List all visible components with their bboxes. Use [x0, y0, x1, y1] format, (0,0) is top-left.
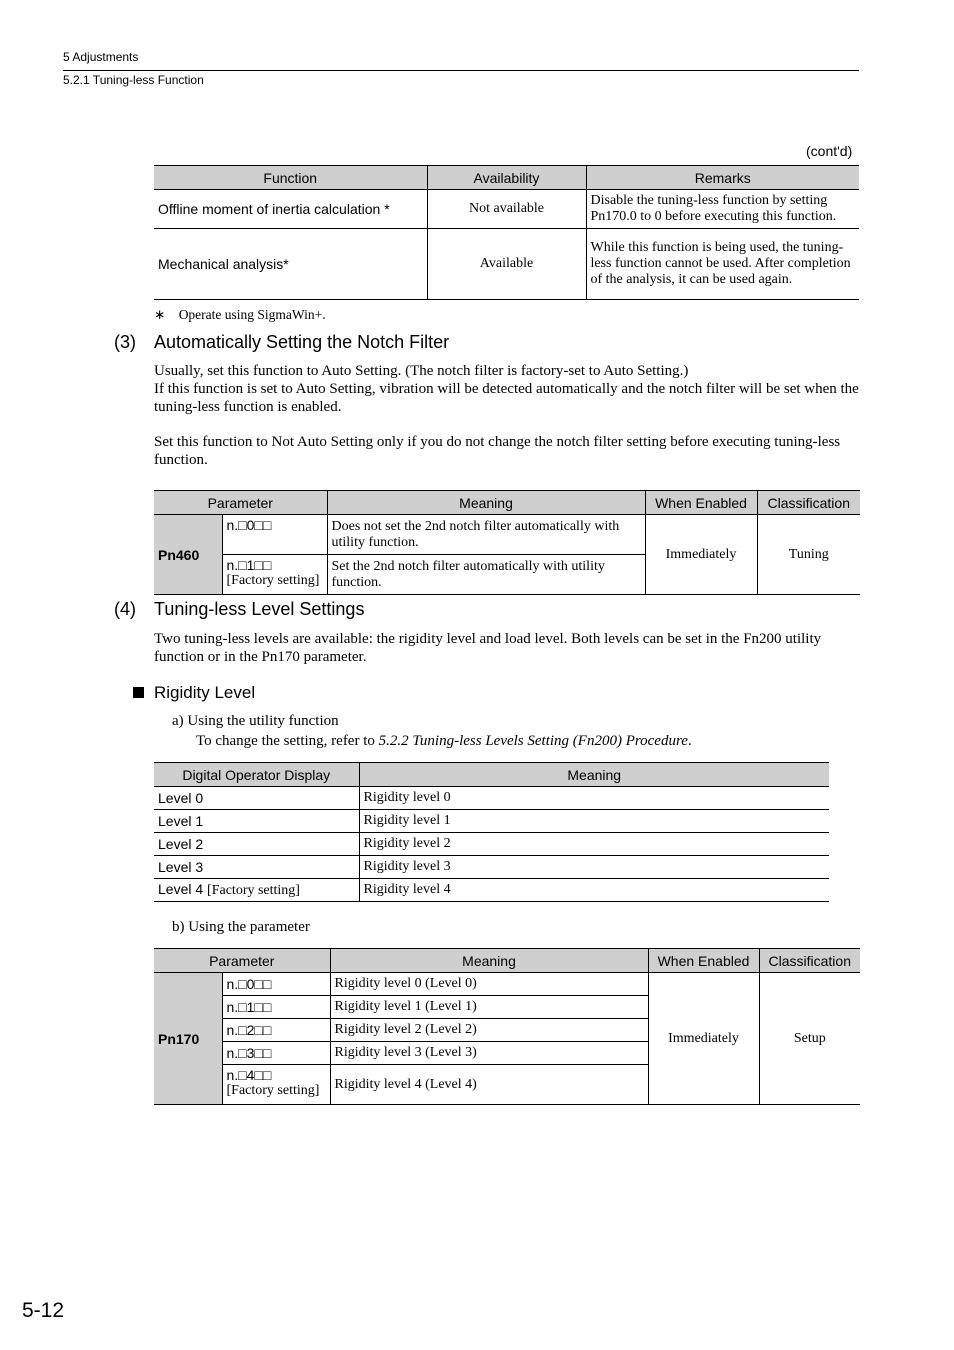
column-header: Function	[154, 166, 427, 190]
footnote-mark: ∗	[154, 307, 166, 322]
when-enabled-cell: Immediately	[645, 515, 757, 595]
meaning-cell: Set the 2nd notch filter automatically with utility function.	[327, 555, 645, 595]
availability-cell: Available	[427, 229, 586, 300]
factory-setting-note: [Factory setting]	[226, 1083, 320, 1098]
section-header: 5.2.1 Tuning-less Function	[63, 73, 204, 87]
function-cell: Mechanical analysis*	[154, 229, 427, 300]
setting-value: n.□3□□	[222, 1042, 330, 1065]
classification-cell: Setup	[759, 973, 860, 1105]
table-header-row	[154, 763, 829, 787]
classification-cell: Tuning	[757, 515, 860, 595]
column-header: Parameter	[154, 491, 327, 515]
display-value: Level 2	[158, 836, 204, 852]
setting-value: n.□0□□	[226, 517, 272, 533]
meaning-cell: Rigidity level 1 (Level 1)	[330, 996, 648, 1019]
section-number: (4)	[114, 599, 136, 619]
display-cell	[154, 833, 359, 856]
setting-cell	[222, 515, 327, 555]
column-header: Classification	[759, 949, 860, 973]
section-title: Tuning-less Level Settings	[154, 599, 365, 619]
column-header: When Enabled	[645, 491, 757, 515]
column-header: When Enabled	[648, 949, 759, 973]
page-number: 5-12	[22, 1299, 65, 1322]
table-header-row	[154, 166, 859, 190]
table-row	[154, 810, 829, 833]
remarks-cell: Disable the tuning-less function by setting Pn170.0 to 0 before executing this function.	[586, 190, 859, 229]
table-row	[154, 973, 860, 996]
reference-suffix: .	[687, 733, 692, 749]
column-header: Availability	[427, 166, 586, 190]
when-enabled-cell: Immediately	[648, 973, 759, 1105]
pn460-table	[154, 490, 860, 595]
header-rule	[63, 70, 859, 71]
setting-value: n.□1□□	[222, 996, 330, 1019]
section-number: (3)	[114, 332, 136, 352]
factory-setting-note: [Factory setting]	[207, 883, 300, 898]
function-cell: Offline moment of inertia calculation *	[154, 190, 427, 229]
table-row	[154, 856, 829, 879]
pn170-table	[154, 948, 860, 1105]
parameter-number: Pn460	[154, 515, 222, 595]
display-cell	[154, 879, 359, 902]
functions-table	[154, 165, 859, 300]
remarks-cell: While this function is being used, the tuning-less function cannot be used. After completion of the analysis, it can be used again.	[586, 229, 859, 300]
footnote	[154, 307, 326, 323]
setting-value: n.□0□□	[222, 973, 330, 996]
paragraph: Usually, set this function to Auto Setting. (The notch filter is factory-set to Auto Setting.)	[154, 363, 689, 379]
contd-label: (cont'd)	[806, 143, 853, 159]
setting-value: n.□1□□	[226, 557, 272, 573]
meaning-cell: Rigidity level 4	[359, 879, 829, 902]
column-header: Remarks	[586, 166, 859, 190]
subsection-heading: Rigidity Level	[154, 683, 256, 702]
paragraph: Two tuning-less levels are available: the rigidity level and load level. Both levels can be set in the Fn200 utility function or in the Pn170 parameter.	[154, 631, 822, 665]
display-cell	[154, 856, 359, 879]
setting-value: n.□2□□	[222, 1019, 330, 1042]
table-row	[154, 787, 829, 810]
meaning-cell: Rigidity level 3 (Level 3)	[330, 1042, 648, 1065]
setting-cell	[222, 555, 327, 595]
meaning-cell: Rigidity level 1	[359, 810, 829, 833]
meaning-cell: Does not set the 2nd notch filter automatically with utility function.	[327, 515, 645, 555]
meaning-cell: Rigidity level 3	[359, 856, 829, 879]
availability-cell: Not available	[427, 190, 586, 229]
display-cell	[154, 787, 359, 810]
meaning-cell: Rigidity level 2 (Level 2)	[330, 1019, 648, 1042]
step-a: a) Using the utility function	[172, 713, 339, 729]
table-header-row	[154, 949, 860, 973]
table-row	[154, 229, 859, 300]
meaning-cell: Rigidity level 0 (Level 0)	[330, 973, 648, 996]
chapter-header: 5 Adjustments	[63, 50, 139, 64]
meaning-cell: Rigidity level 4 (Level 4)	[330, 1065, 648, 1105]
paragraph: Set this function to Not Auto Setting only if you do not change the notch filter setting before executing tuning-less function.	[154, 434, 841, 468]
table-row	[154, 190, 859, 229]
column-header: Meaning	[359, 763, 829, 787]
meaning-cell: Rigidity level 2	[359, 833, 829, 856]
section-title: Automatically Setting the Notch Filter	[154, 332, 450, 352]
footnote-text: Operate using SigmaWin+.	[178, 307, 326, 322]
column-header: Meaning	[330, 949, 648, 973]
factory-setting-note: [Factory setting]	[226, 573, 320, 588]
meaning-cell: Rigidity level 0	[359, 787, 829, 810]
column-header: Digital Operator Display	[154, 763, 359, 787]
column-header: Meaning	[327, 491, 645, 515]
setting-cell	[222, 1065, 330, 1105]
rigidity-display-table	[154, 762, 829, 902]
paragraph: If this function is set to Auto Setting, vibration will be detected automatically and the notch filter will be set when the tuning-less function is enabled.	[154, 381, 859, 415]
table-row	[154, 515, 860, 555]
column-header: Classification	[757, 491, 860, 515]
reference-prefix: To change the setting, refer to	[196, 733, 379, 749]
display-value: Level 4	[158, 881, 204, 897]
table-row	[154, 879, 829, 902]
display-value: Level 0	[158, 790, 204, 806]
display-value: Level 3	[158, 859, 204, 875]
square-bullet-icon	[133, 687, 144, 698]
setting-value: n.□4□□	[226, 1067, 272, 1083]
parameter-number: Pn170	[154, 973, 222, 1105]
column-header: Parameter	[154, 949, 330, 973]
display-cell	[154, 810, 359, 833]
table-row	[154, 833, 829, 856]
step-b: b) Using the parameter	[172, 919, 310, 935]
cross-reference	[196, 733, 692, 750]
table-header-row	[154, 491, 860, 515]
reference-link[interactable]: 5.2.2 Tuning-less Levels Setting (Fn200) Procedure	[378, 733, 688, 749]
display-value: Level 1	[158, 813, 204, 829]
